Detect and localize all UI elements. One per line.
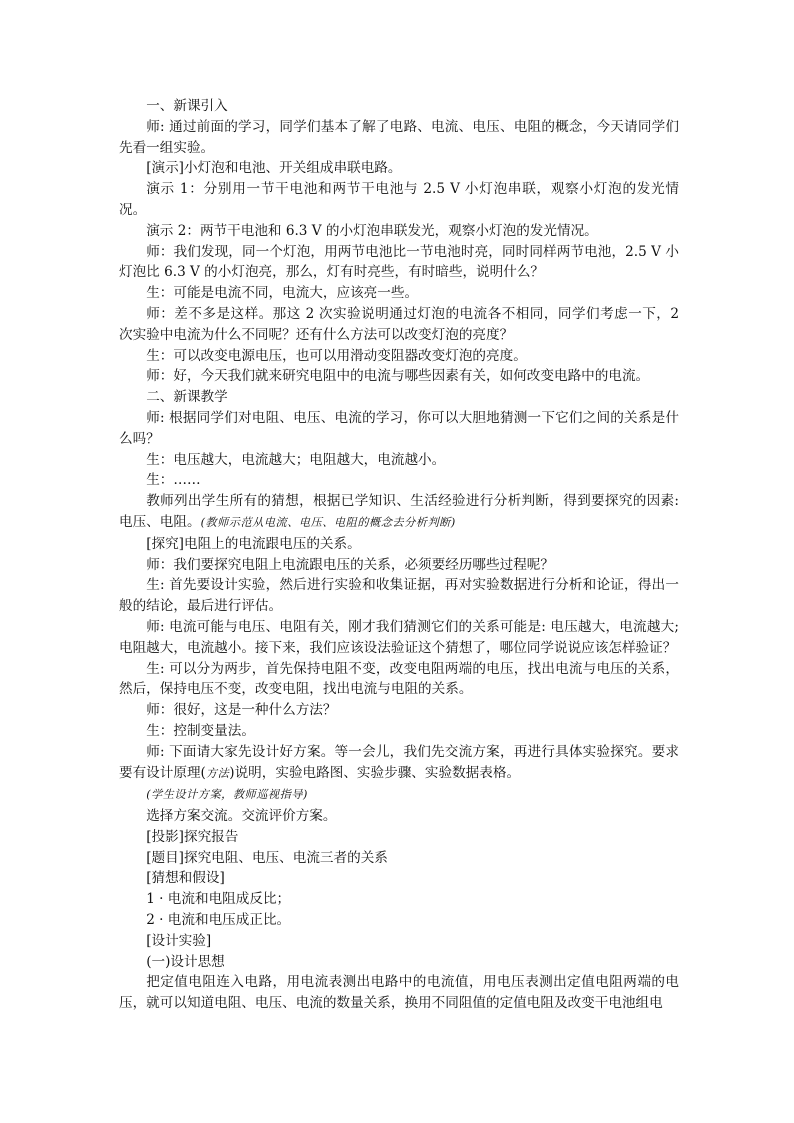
paragraph: 生: 首先要设计实验，然后进行实验和收集证据，再对实验数据进行分析和论证，得出一般的结论，最后进行评估。 xyxy=(119,577,679,615)
paragraph: 生：电压越大，电流越大；电阻越大，电流越小。 xyxy=(146,451,446,468)
list-item: 2 · 电流和电压成正比。 xyxy=(146,912,291,929)
paragraph: 师：我们发现，同一个灯泡，用两节电池比一节电池时亮，同时同样两节电池，2.5 V 小灯泡比 6.3 V 的小灯泡亮，那么，灯有时亮些，有时暗些，说明什么？ xyxy=(119,243,679,281)
inline-note: 方法 xyxy=(205,766,230,780)
paragraph: [演示]小灯泡和电池、开关组成串联电路。 xyxy=(146,160,402,177)
paragraph-text: )说明，实验电路图、实验步骤、实验数据表格。 xyxy=(229,764,521,781)
paragraph: [设计实验] xyxy=(146,932,212,949)
paragraph: 师：我们要探究电阻上电流跟电压的关系，必须要经历哪些过程呢？ xyxy=(146,556,554,573)
paragraph: 师：好，今天我们就来研究电阻中的电流与哪些因素有关，如何改变电路中的电流。 xyxy=(146,368,650,385)
paragraph: 师：很好，这是一种什么方法？ xyxy=(146,702,337,719)
activity-note: (学生设计方案，教师巡视指导) xyxy=(146,788,308,802)
paragraph: 演示 1：分别用一节干电池和两节干电池与 2.5 V 小灯泡串联，观察小灯泡的发光情况。 xyxy=(119,181,679,218)
paragraph: 生：…… xyxy=(146,472,201,489)
section-heading-teaching: 二、新课教学 xyxy=(146,389,228,406)
paragraph: [投影]探究报告 xyxy=(146,828,239,845)
paragraph: 师: 根据同学们对电阻、电压、电流的学习，你可以大胆地猜测一下它们之间的关系是什么吗？ xyxy=(119,409,679,447)
paragraph: 师: 通过前面的学习，同学们基本了解了电路、电流、电压、电阻的概念，今天请同学们先看一组实验。 xyxy=(119,118,679,156)
paragraph-with-note xyxy=(119,491,679,534)
paragraph: 师: 电流可能与电压、电阻有关，刚才我们猜测它们的关系可能是: 电压越大，电流越大; 电阻越大，电流越小。接下来，我们应该设法验证这个猜想了，哪位同学说说应该怎样验证？ xyxy=(119,618,679,656)
paragraph: [探究]电阻上的电流跟电压的关系。 xyxy=(146,535,361,552)
paragraph: 演示 2：两节干电池和 6.3 V 的小灯泡串联发光，观察小灯泡的发光情况。 xyxy=(146,222,598,239)
paragraph: 生：可能是电流不同，电流大，应该亮一些。 xyxy=(146,285,419,302)
paragraph: (一)设计思想 xyxy=(146,953,225,970)
paragraph: [猜想和假设] xyxy=(146,870,225,887)
paragraph-text: 师: 下面请大家先设计好方案。等一会儿，我们先交流方案，再进行具体实验探究。要求要有设计原理( xyxy=(119,743,679,781)
document-page xyxy=(119,96,679,1014)
teacher-note: (教师示范从电流、电压、电阻的概念去分析判断) xyxy=(200,515,456,529)
paragraph-text: 教师列出学生所有的猜想，根据已学知识、生活经验进行分析判断，得到要探究的因素: 电压、电阻。 xyxy=(119,493,679,530)
paragraph: 生：可以改变电源电压，也可以用滑动变阻器改变灯泡的亮度。 xyxy=(146,347,527,364)
paragraph: 师：差不多是这样。那这 2 次实验说明通过灯泡的电流各不相同，同学们考虑一下，2 次实验中电流为什么不同呢？还有什么方法可以改变灯泡的亮度？ xyxy=(119,305,679,343)
paragraph: 把定值电阻连入电路，用电流表测出电路中的电流值，用电压表测出定值电阻两端的电压，就可以知道电阻、电压、电流的数量关系，换用不同阻值的定值电阻及改变干电池组电 xyxy=(119,974,679,1012)
paragraph-with-note xyxy=(119,742,679,785)
paragraph: 选择方案交流。交流评价方案。 xyxy=(146,808,337,825)
student-activity-note xyxy=(119,784,679,806)
paragraph: 生：控制变量法。 xyxy=(146,722,255,739)
paragraph: 生: 可以分为两步，首先保持电阻不变，改变电阻两端的电压，找出电流与电压的关系，然后，保持电压不变，改变电阻，找出电流与电阻的关系。 xyxy=(119,660,679,698)
list-item: 1 · 电流和电阻成反比； xyxy=(146,891,291,908)
paragraph: [题目]探究电阻、电压、电流三者的关系 xyxy=(146,849,388,866)
section-heading-intro: 一、新课引入 xyxy=(146,98,228,114)
